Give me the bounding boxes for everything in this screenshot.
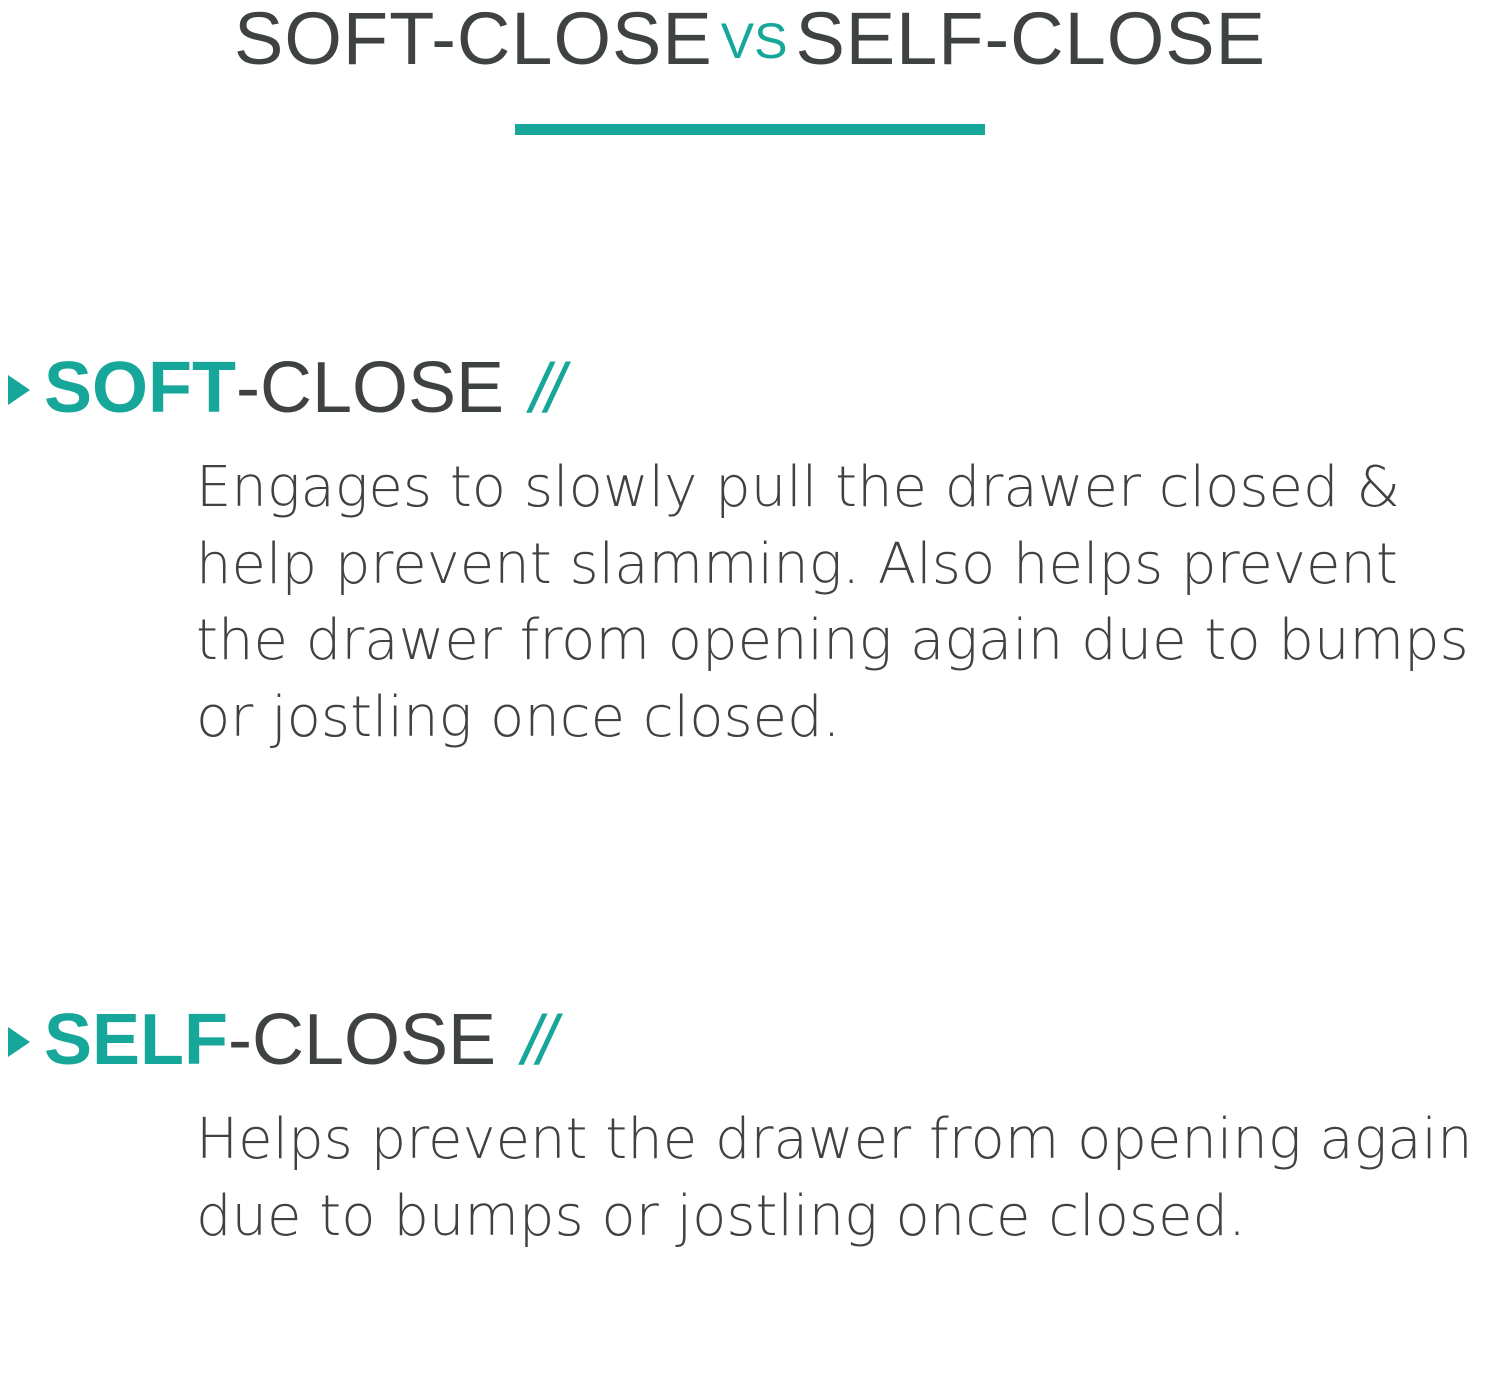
section-self-close-body: Helps prevent the drawer from opening again due to bumps or jostling once closed. (196, 1107, 1473, 1249)
slash-decoration-icon: // (530, 349, 561, 427)
page-title-vs: VS (720, 13, 788, 69)
section-soft-close-title-accent: SOFT (44, 348, 236, 428)
slash-decoration-icon: // (522, 1001, 553, 1079)
section-self-close-title-accent: SELF (44, 1000, 229, 1080)
page-title-part1: SOFT-CLOSE (233, 0, 713, 80)
section-self-close (0, 1000, 1500, 1255)
triangle-bullet-icon (8, 1027, 30, 1057)
section-soft-close-body: Engages to slowly pull the drawer closed & help prevent slamming. Also helps prevent the drawer from opening again due to bumps or jostling once closed. (196, 455, 1469, 751)
triangle-bullet-icon (8, 375, 30, 405)
section-self-close-title (44, 1000, 553, 1080)
section-soft-close (0, 348, 1500, 757)
section-soft-close-title-rest: -CLOSE (236, 348, 505, 428)
section-self-close-heading (0, 1000, 1500, 1080)
page-title-part2: SELF-CLOSE (795, 0, 1267, 80)
page-title (0, 0, 1500, 80)
section-soft-close-title (44, 348, 561, 428)
header (0, 0, 1500, 135)
header-divider (515, 124, 985, 135)
section-self-close-title-rest: -CLOSE (228, 1000, 497, 1080)
section-soft-close-heading (0, 348, 1500, 428)
